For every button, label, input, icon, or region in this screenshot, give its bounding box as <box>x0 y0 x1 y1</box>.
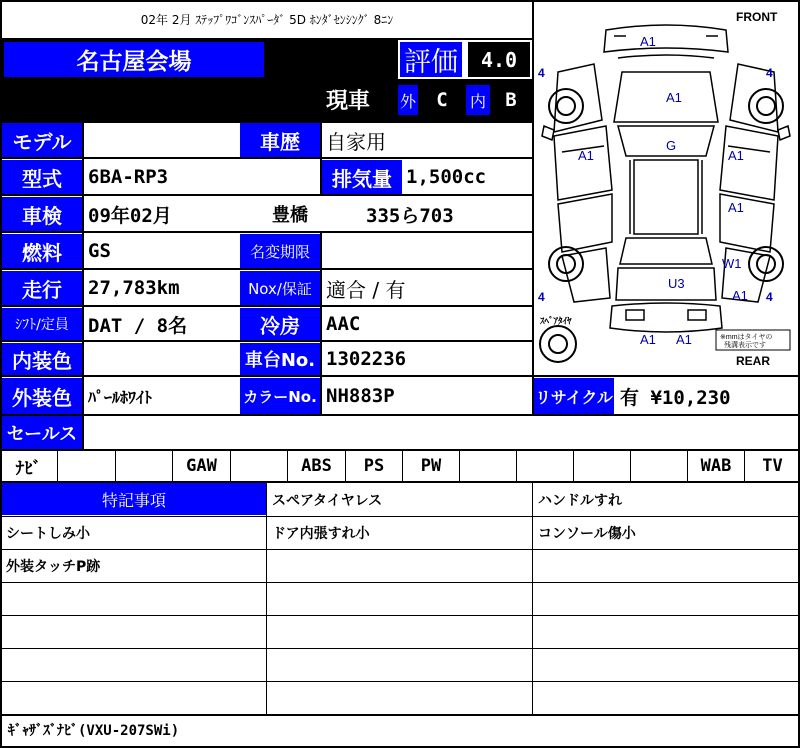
exterior-color-value: ﾊﾟｰﾙﾎﾜｲﾄ <box>88 387 153 407</box>
mark-hood: A1 <box>666 90 682 105</box>
name-change-label: 名変期限 <box>240 234 320 268</box>
equipment-cell: GAW <box>172 451 230 481</box>
equipment-row <box>0 451 800 481</box>
note-cell <box>532 615 800 648</box>
note-cell: ドア内張すれ小 <box>272 525 370 542</box>
chassis-value: 1302236 <box>326 348 407 370</box>
nox-value: 適合 / 有 <box>326 277 406 302</box>
note-cell: シートしみ小 <box>6 525 90 542</box>
venue-blank <box>266 40 398 79</box>
rule <box>0 120 534 123</box>
rule <box>0 231 534 233</box>
interior-color-label: 内装色 <box>2 343 82 375</box>
note-cell <box>266 582 532 615</box>
rule <box>320 231 322 414</box>
shift-value: DAT / 8名 <box>88 314 188 337</box>
note-cell <box>266 549 532 582</box>
front-label: FRONT <box>736 10 778 24</box>
interior-grade: B <box>505 89 517 111</box>
displacement-label: 排気量 <box>322 160 402 194</box>
exterior-label: 外 <box>398 85 418 115</box>
mark-roof: G <box>666 138 677 153</box>
displacement-value: 1,500cc <box>406 166 487 188</box>
note-cell <box>0 582 266 615</box>
rule <box>320 123 322 194</box>
rule <box>0 549 800 550</box>
equipment-cell: PW <box>402 451 459 481</box>
chassis-label: 車台No. <box>240 343 320 375</box>
note-cell <box>0 681 266 714</box>
note-cell <box>266 681 532 714</box>
history-value: 自家用 <box>326 129 386 154</box>
tire-note-line2: 残溝表示です <box>724 342 766 349</box>
note-cell <box>0 615 266 648</box>
equipment-cell: ABS <box>287 451 345 481</box>
recycle-value: 有 ¥10,230 <box>620 386 731 409</box>
rating-value: 4.0 <box>466 40 532 79</box>
shift-label: ｼﾌﾄ/定員 <box>2 308 82 340</box>
ac-value: AAC <box>326 313 361 335</box>
mileage-value: 27,783km <box>88 277 180 299</box>
rule <box>0 194 534 196</box>
rule <box>0 375 800 377</box>
note-cell: コンソール傷小 <box>538 525 636 542</box>
inspection-value: 09年02月 <box>88 204 172 227</box>
rule <box>82 123 84 449</box>
mark-rear-right-panel: A1 <box>732 288 748 303</box>
tire-depth-front-left: 4 <box>538 66 545 80</box>
rule <box>0 268 534 270</box>
rule <box>0 681 800 682</box>
mark-right-rear-fender: W1 <box>722 256 742 271</box>
inspection-label: 車検 <box>2 197 82 231</box>
mileage-label: 走行 <box>2 271 82 305</box>
history-label: 車歴 <box>240 123 320 157</box>
equipment-cell <box>516 451 573 481</box>
equipment-cell <box>57 451 115 481</box>
equipment-cell: ﾅﾋﾞ <box>15 458 42 479</box>
equipment-cell: WAB <box>687 451 744 481</box>
note-cell <box>532 681 800 714</box>
note-cell: 外装タッチP跡 <box>6 558 101 575</box>
interior-color-value <box>84 343 240 375</box>
mark-rear-bumper-right: A1 <box>676 332 692 347</box>
color-no-label: カラーNo. <box>240 378 320 414</box>
interior-label: 内 <box>466 85 490 115</box>
vehicle-title: 02年 2月 ｽﾃｯﾌﾟﾜｺﾞﾝｽﾊﾟｰﾀﾞ 5D ﾎﾝﾀﾞｾﾝｼﾝｸﾞ 8ﾆﾝ <box>140 12 394 27</box>
type-label: 型式 <box>2 160 82 194</box>
rule <box>0 414 800 416</box>
note-cell <box>532 549 800 582</box>
rule <box>0 648 800 649</box>
rule <box>0 516 800 517</box>
rule <box>0 305 534 307</box>
spare-label: ｽﾍﾟｱﾀｲﾔ <box>540 316 572 326</box>
equipment-cell: TV <box>744 451 800 481</box>
tire-depth-rear-left: 4 <box>538 290 545 304</box>
notes-header-label: 特記事項 <box>2 483 266 515</box>
mark-rear-bumper-left: A1 <box>640 332 656 347</box>
note-cell: ハンドルすれ <box>538 492 622 509</box>
model-value <box>84 123 240 157</box>
equipment-cell <box>230 451 287 481</box>
sales-value <box>84 416 796 449</box>
status-label: 現車 <box>325 88 370 114</box>
rule <box>0 38 534 40</box>
fuel-value: GS <box>88 240 111 262</box>
mark-right-front-door: A1 <box>728 148 744 163</box>
exterior-grade: C <box>436 89 448 111</box>
car-outline-drawing <box>534 2 798 375</box>
tire-note-line1: ※mmはタイヤの <box>720 334 773 341</box>
mark-left-front-door: A1 <box>578 148 594 163</box>
note-cell: スペアタイヤレス <box>272 492 383 509</box>
venue-label: 名古屋会場 <box>2 40 266 79</box>
equipment-cell <box>630 451 687 481</box>
mark-right-rear-door: A1 <box>728 200 744 215</box>
note-cell <box>266 615 532 648</box>
rear-label: REAR <box>736 354 771 368</box>
equipment-cell <box>115 451 172 481</box>
note-cell <box>532 648 800 681</box>
rating-label: 評価 <box>398 40 464 79</box>
model-label: モデル <box>2 123 82 157</box>
note-cell <box>0 648 266 681</box>
rule <box>532 483 533 714</box>
tire-depth-rear-right: 4 <box>766 290 773 304</box>
footer-text: ｷﾞｬｻﾞｽﾞﾅﾋﾞ(VXU-207SWi) <box>8 723 180 739</box>
exterior-color-label: 外装色 <box>2 378 82 414</box>
ac-label: 冷房 <box>240 308 320 340</box>
rule <box>0 615 800 616</box>
nox-label: Nox/保証 <box>240 271 320 305</box>
plate-number: 335ら703 <box>366 204 454 227</box>
equipment-cell: PS <box>345 451 402 481</box>
equipment-cell <box>459 451 516 481</box>
note-cell <box>266 648 532 681</box>
plate-region: 豊橋 <box>272 205 308 226</box>
color-no-value: NH883P <box>326 385 395 407</box>
rule <box>266 483 267 714</box>
tire-depth-front-right: 4 <box>766 66 773 80</box>
header-bar <box>0 0 534 38</box>
mark-front-bumper: A1 <box>640 34 656 49</box>
recycle-label: リサイクル <box>534 378 614 414</box>
sales-label: セールス <box>2 416 82 449</box>
rule <box>0 157 534 159</box>
equipment-cell <box>573 451 630 481</box>
car-diagram <box>534 2 798 375</box>
notes-table <box>0 483 800 714</box>
name-change-value <box>322 234 532 268</box>
note-cell <box>532 582 800 615</box>
fuel-label: 燃料 <box>2 234 82 268</box>
rule <box>0 340 534 342</box>
rule <box>0 582 800 583</box>
type-value: 6BA-RP3 <box>88 166 169 188</box>
mark-tailgate: U3 <box>668 276 685 291</box>
